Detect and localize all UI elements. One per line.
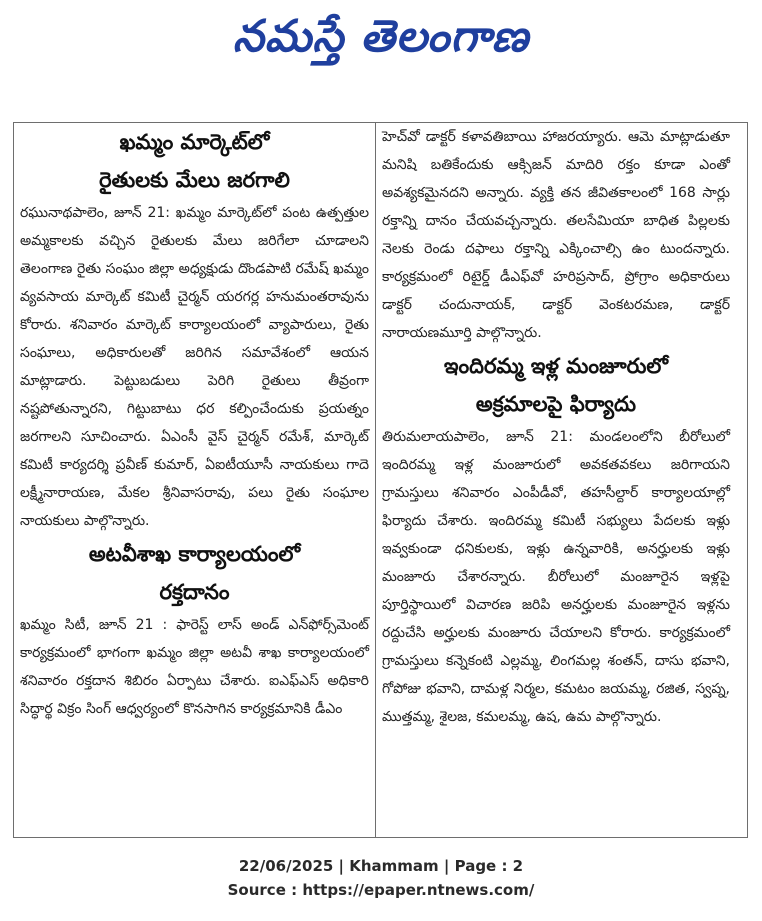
article-continuation: హెచ్‌వో డాక్టర్ కళావతిబాయి హాజరయ్యారు. ఆమె మాట్లాడుతూ మనిషి బతికేందుకు ఆక్సిజన్ మాదిరి రక్తం కూడా ఎంతో అవశ్యకమైనదని అన్నారు. వ్యక్తి తన జీవితకాలంలో 168 సార్లు రక్తాన్ని దానం చేయవచ్చన్నారు. తలసేమియా బాధిత పిల్లలకు నెలకు రెండు దఫాలు రక్తాన్ని ఎక్కించాల్సి ఉం టుందన్నారు. కార్యక్రమంలో రిటైర్డ్ డీఎఫ్‌వో హరిప్రసాద్, ప్రోగ్రాం అధికారులు డాక్టర్ చందునాయక్, డాక్టర్ వెంకటరమణ, డాక్టర్ నారాయణమూర్తి పాల్గొన్నారు.: [382, 129, 730, 341]
article-headline-line-1: అటవీశాఖ కార్యాలయంలో: [88, 542, 301, 566]
article-body: ఖమ్మం సిటీ, జూన్ 21 : ఫారెస్ట్ లాస్ అండ్ ఎన్‌ఫోర్స్‌మెంట్ కార్యక్రమంలో భాగంగా ఖమ్మం జిల్లా అటవీ శాఖ కార్యాలయంలో శనివారం రక్తదాన శిబిరం ఏర్పాటు చేశారు. ఐఎఫ్ఎస్ అధికారి సిద్ధార్థ విక్రం సింగ్ ఆధ్వర్యంలో కొనసాగిన కార్యక్రమానికి డీఎం: [20, 617, 369, 717]
newspaper-masthead: [0, 6, 762, 68]
article-headline-line-2: అక్రమాలపై ఫిర్యాదు: [475, 392, 637, 416]
source-link[interactable]: Source : https://epaper.ntnews.com/: [227, 881, 535, 899]
article-blood-donation: [20, 535, 369, 723]
article-headline-line-1: ఇందిరమ్మ ఇళ్ల మంజూరులో: [444, 354, 668, 378]
article-body: రఘునాథపాలెం, జూన్ 21: ఖమ్మం మార్కెట్‌లో పంట ఉత్పత్తుల అమ్మకాలకు వచ్చిన రైతులకు మేలు జరిగేలా చూడాలని తెలంగాణ రైతు సంఘం జిల్లా అధ్యక్షుడు దొండపాటి రమేష్ ఖమ్మం వ్యవసాయ మార్కెట్ కమిటీ చైర్మన్ యరగర్ల హనుమంతరావును కోరారు. శనివారం మార్కెట్ కార్యాలయంలో వ్యాపారులు, రైతు సంఘాలు, అధికారులతో జరిగిన సమావేశంలో ఆయన మాట్లాడారు. పెట్టుబడులు పెరిగి రైతులు తీవ్రంగా నష్టపోతున్నారని, గిట్టుబాటు ధర కల్పించేందుకు ప్రయత్నం జరగాలని సూచించారు. ఏఎంసీ వైస్ చైర్మన్ రమేశ్, మార్కెట్ కమిటీ కార్యదర్శి ప్రవీణ్ కుమార్, ఏఐటీయూసీ నాయకులు గాదె లక్ష్మీనారాయణ, మేకల శ్రీనివాసరావు, పలు రైతు సంఘాల నాయకులు పాల్గొన్నారు.: [20, 205, 369, 529]
right-column: [375, 123, 736, 837]
article-headline-line-2: రక్తదానం: [159, 580, 230, 604]
left-column: [14, 123, 375, 723]
article-body: తిరుమలాయపాలెం, జూన్ 21: మండలంలోని బీరోలులో ఇందిరమ్మ ఇళ్ల మంజూరులో అవకతవకలు జరిగాయని గ్రామస్తులు శనివారం ఎంపీడీవో, తహసీల్దార్ కార్యాలయాల్లో ఫిర్యాదు చేశారు. ఇందిరమ్మ కమిటీ సభ్యులు పేదలకు ఇళ్లు ఇవ్వకుండా ధనికులకు, ఇళ్లు ఉన్నవారికి, అనర్హులకు ఇళ్లు మంజూరు చేశారన్నారు. బీరోలులో మంజూరైన ఇళ్లపై పూర్తిస్థాయిలో విచారణ జరిపి అనర్హులకు మంజూరైన ఇళ్లను రద్దుచేసి అర్హులకు మంజూరు చేయాలని కోరారు. కార్యక్రమంలో గ్రామస్తులు కన్నెకంటి ఎల్లమ్మ, లింగమల్ల శంతన్, దాసు భవాని, గోపోజు భవాని, దామళ్ల నిర్మల, కమటం జయమ్మ, రజిత, స్వప్న, ముత్తమ్మ, శైలజ, కమలమ్మ, ఉష, ఉమ పాల్గొన్నారు.: [382, 429, 730, 725]
masthead-title: నమస్తే తెలంగాణ: [232, 11, 530, 62]
edition-info: 22/06/2025 | Khammam | Page : 2: [238, 857, 524, 875]
article-market: [20, 123, 369, 535]
article-housing-complaint: [382, 347, 730, 731]
article-headline-line-2: రైతులకు మేలు జరగాలి: [99, 168, 290, 192]
article-headline-line-1: ఖమ్మం మార్కెట్‌లో: [119, 130, 270, 154]
news-clipping: [13, 122, 748, 838]
